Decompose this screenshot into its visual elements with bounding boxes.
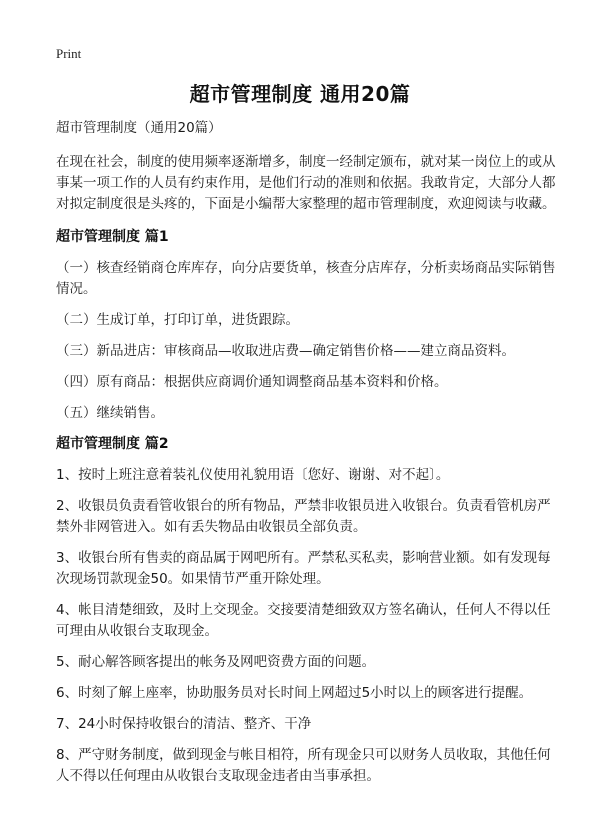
section-1-item: （一）核查经销商仓库库存，向分店要货单，核查分店库存，分析卖场商品实际销售情况。 — [56, 260, 556, 297]
section-2-item: 2、收银员负责看管收银台的所有物品，严禁非收银员进入收银台。负责看管机房严禁外非网管进入。如有丢失物品由收银员全部负责。 — [56, 498, 551, 535]
section-2-item: 4、帐目清楚细致，及时上交现金。交接要清楚细致双方签名确认，任何人不得以任可理由从收银台支取现金。 — [56, 602, 551, 639]
section-2-item: 7、24小时保持收银台的清洁、整齐、干净 — [56, 716, 312, 732]
intro-paragraph: 在现在社会，制度的使用频率逐渐增多，制度一经制定颁布，就对某一岗位上的或从事某一项工作的人员有约束作用，是他们行动的准则和依据。我敢肯定，大部分人都对拟定制度很是头疼的，下面是小编帮大家整理的超市管理制度，欢迎阅读与收藏。 — [56, 154, 556, 212]
section-2-item: 3、收银台所有售卖的商品属于网吧所有。严禁私买私卖，影响营业额。如有发现每次现场罚款现金50。如果情节严重开除处理。 — [56, 550, 551, 587]
section-1-item: （五）继续销售。 — [56, 405, 164, 421]
section-2-item: 1、按时上班注意着装礼仪使用礼貌用语〔您好、谢谢、对不起〕。 — [56, 467, 450, 483]
section-1-heading: 超市管理制度 篇1 — [56, 229, 169, 245]
section-1-item: （三）新品进店：审核商品—收取进店费—确定销售价格——建立商品资料。 — [56, 343, 515, 359]
section-1-item: （四）原有商品：根据供应商调价通知调整商品基本资料和价格。 — [56, 374, 448, 390]
document-title: 超市管理制度 通用20篇 — [189, 82, 411, 106]
print-label[interactable]: Print — [56, 46, 82, 61]
section-2-item: 5、耐心解答顾客提出的帐务及网吧资费方面的问题。 — [56, 654, 376, 670]
section-1-item: （二）生成订单，打印订单，进货跟踪。 — [56, 312, 299, 328]
section-2-heading: 超市管理制度 篇2 — [56, 436, 169, 452]
document-subtitle: 超市管理制度（通用20篇） — [56, 120, 222, 136]
document-content — [56, 118, 556, 797]
section-2-item: 6、时刻了解上座率，协助服务员对长时间上网超过5小时以上的顾客进行提醒。 — [56, 685, 533, 701]
section-2-item: 8、严守财务制度，做到现金与帐目相符，所有现金只可以财务人员收取，其他任何人不得以任何理由从收银台支取现金违者由当事承担。 — [56, 747, 551, 784]
